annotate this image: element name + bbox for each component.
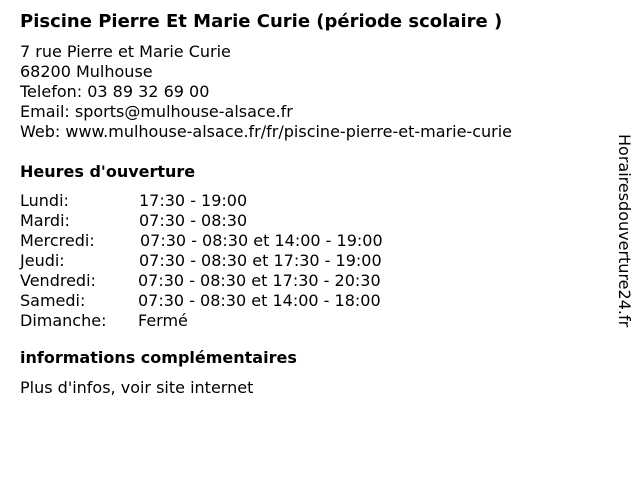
day-label: Lundi: <box>20 191 69 210</box>
opening-hours-list <box>20 191 605 331</box>
hours-row-dimanche <box>20 311 605 331</box>
time-value: 07:30 - 08:30 et 14:00 - 18:00 <box>138 291 381 310</box>
phone-line: Telefon: 03 89 32 69 00 <box>20 82 210 101</box>
email-line: Email: sports@mulhouse-alsace.fr <box>20 102 293 121</box>
address-block <box>20 42 605 142</box>
day-label: Samedi: <box>20 291 86 310</box>
time-value: 07:30 - 08:30 et 14:00 - 19:00 <box>140 231 383 250</box>
site-watermark: Horairesdouverture24.fr <box>615 134 634 328</box>
address-city: 68200 Mulhouse <box>20 62 153 81</box>
day-label: Mercredi: <box>20 231 95 250</box>
address-street: 7 rue Pierre et Marie Curie <box>20 42 231 61</box>
time-value: 17:30 - 19:00 <box>139 191 248 210</box>
web-line: Web: www.mulhouse-alsace.fr/fr/piscine-pierre-et-marie-curie <box>20 122 512 141</box>
time-value: 07:30 - 08:30 et 17:30 - 20:30 <box>138 271 381 290</box>
extra-info-text: Plus d'infos, voir site internet <box>20 378 254 397</box>
time-value: Fermé <box>138 311 188 330</box>
hours-row-jeudi <box>20 251 605 271</box>
hours-row-samedi <box>20 291 605 311</box>
day-label: Dimanche: <box>20 311 107 330</box>
hours-row-vendredi <box>20 271 605 291</box>
day-label: Mardi: <box>20 211 70 230</box>
time-value: 07:30 - 08:30 <box>139 211 248 230</box>
hours-row-mardi <box>20 211 605 231</box>
hours-heading: Heures d'ouverture <box>20 162 196 181</box>
page-title: Piscine Pierre Et Marie Curie (période scolaire ) <box>20 11 503 32</box>
extra-info-heading: informations complémentaires <box>20 348 297 367</box>
hours-row-mercredi <box>20 231 605 251</box>
day-label: Jeudi: <box>20 251 65 270</box>
time-value: 07:30 - 08:30 et 17:30 - 19:00 <box>139 251 382 270</box>
hours-row-lundi <box>20 191 605 211</box>
day-label: Vendredi: <box>20 271 96 290</box>
page-content <box>20 10 605 398</box>
